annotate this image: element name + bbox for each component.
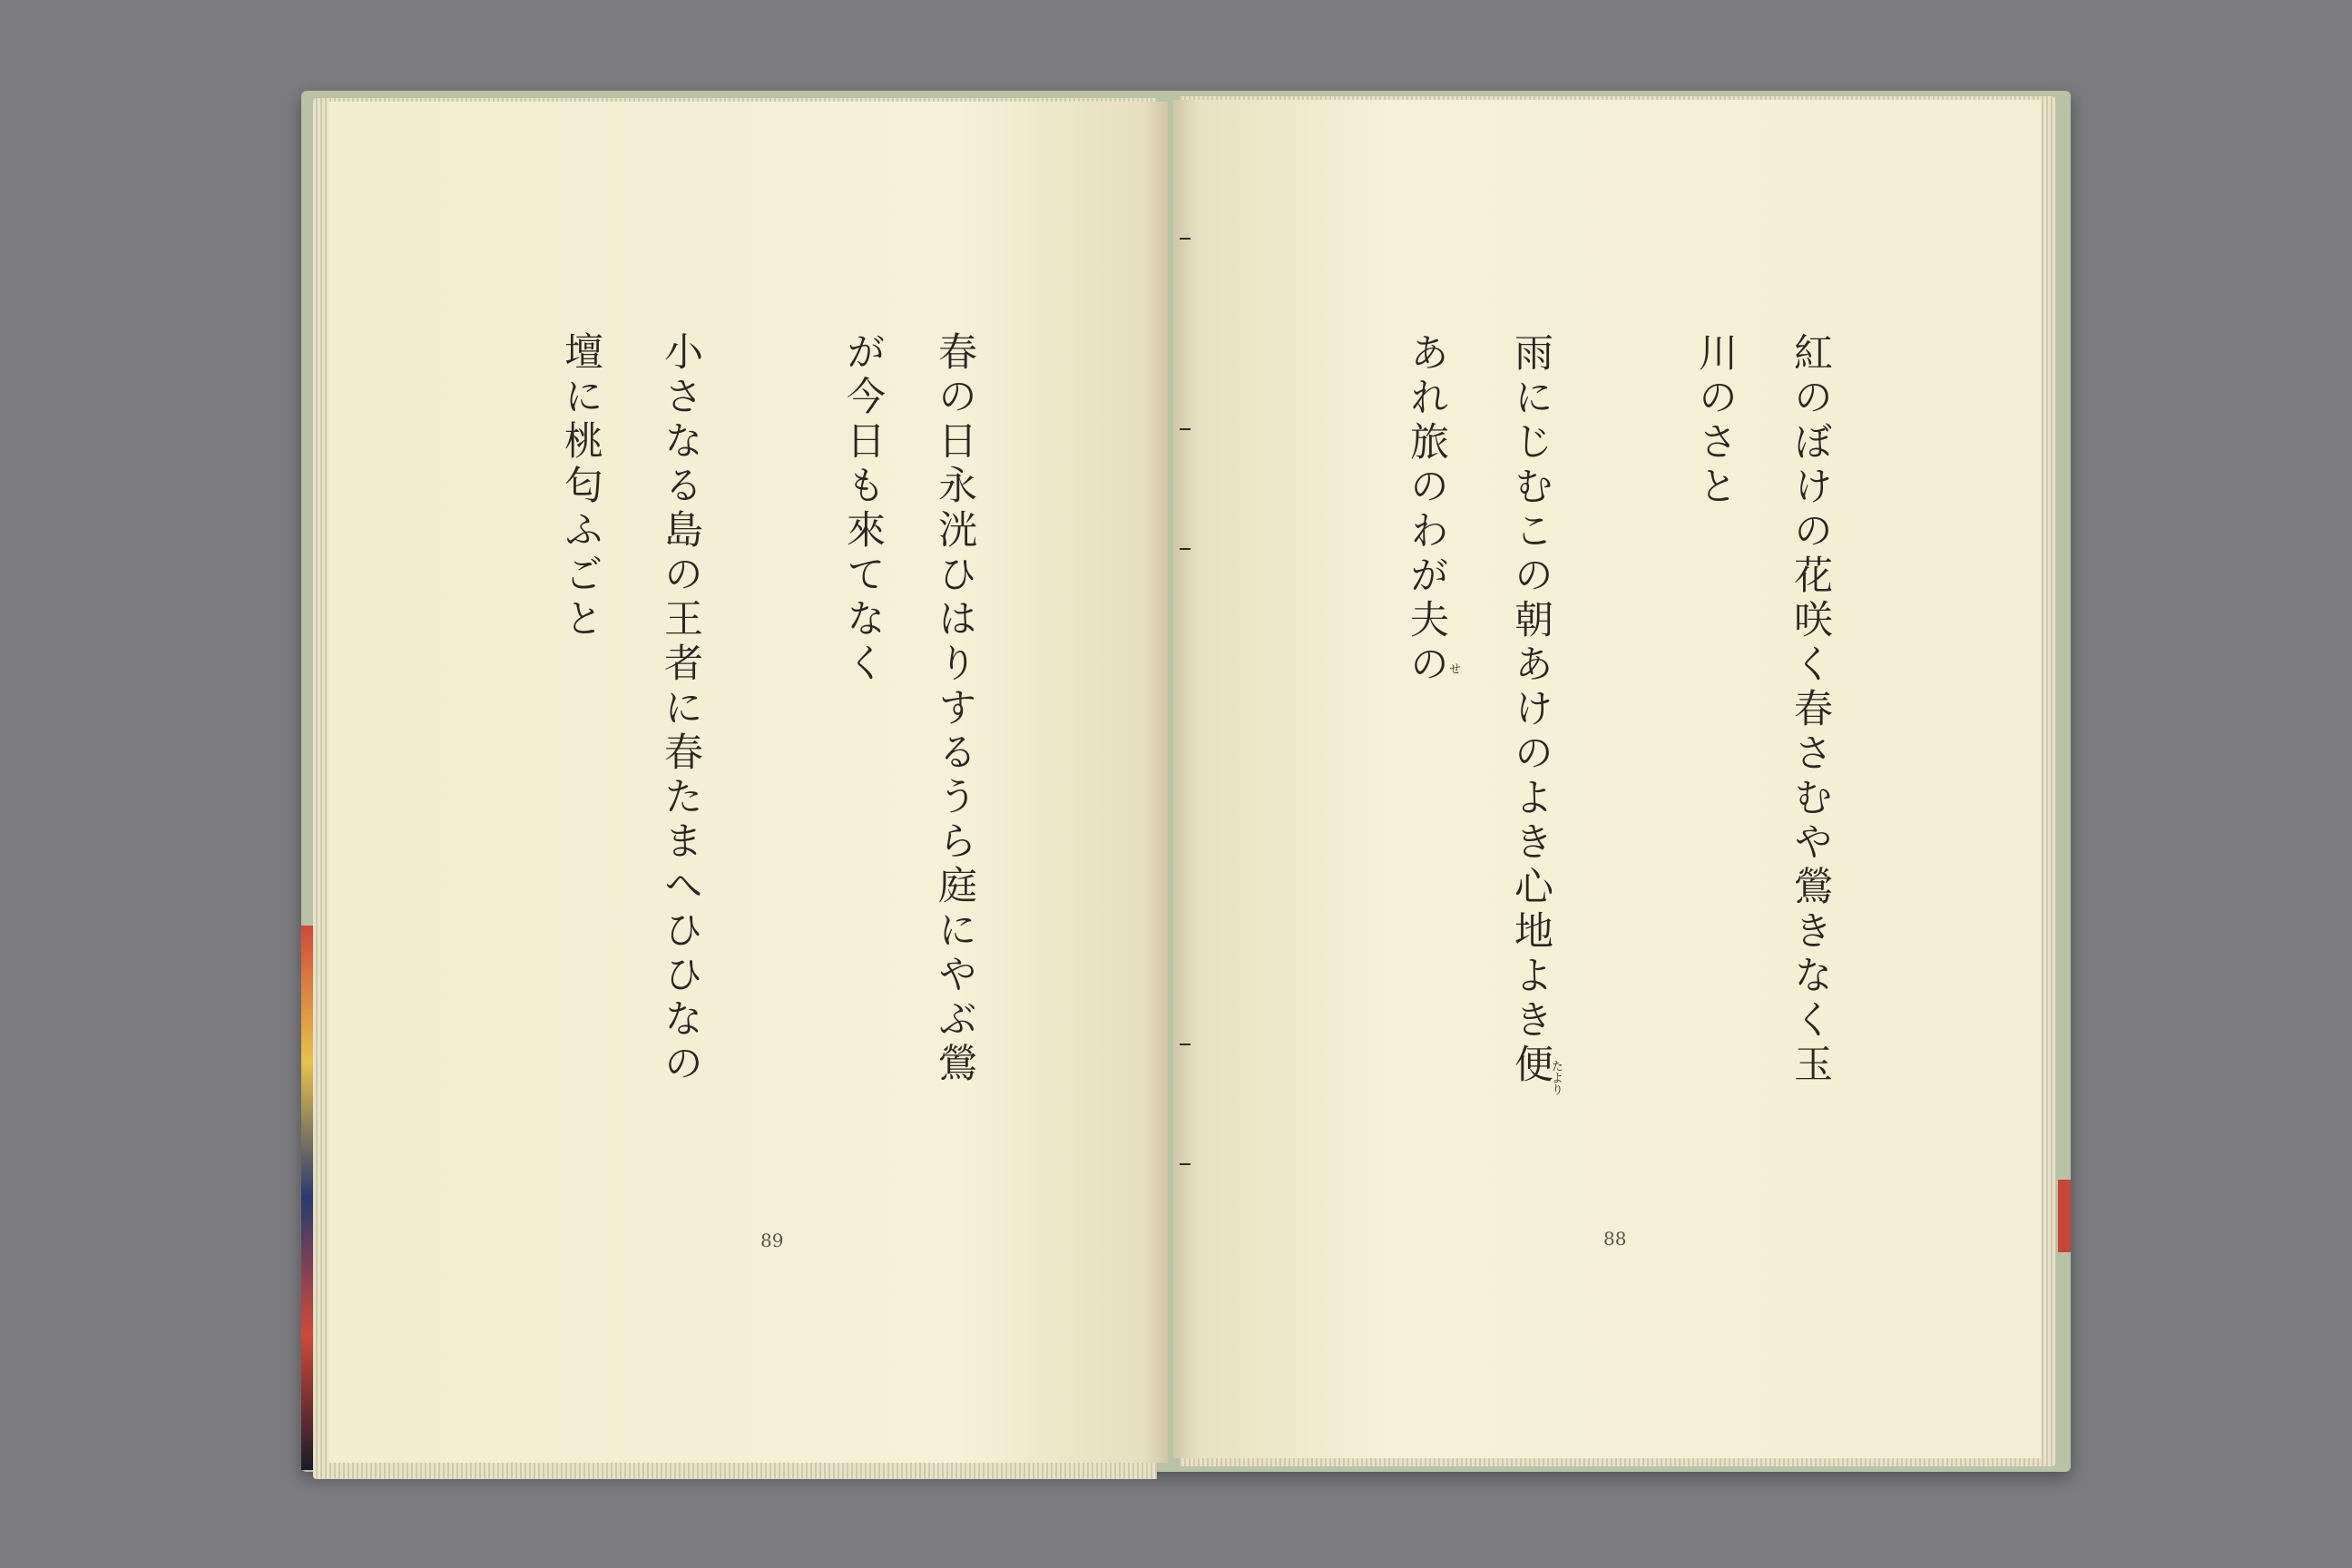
page-number: 89 (760, 1230, 784, 1251)
binding-stitch (1180, 428, 1191, 430)
right-page (1173, 100, 2041, 1458)
binding-stitch (1180, 1044, 1191, 1045)
cover-pattern-edge-right (2058, 1180, 2071, 1252)
binding-stitch (1180, 548, 1191, 550)
poem-line: あれ旅のわが夫の (1404, 332, 1449, 688)
cover-pattern-edge (301, 926, 314, 1470)
poem-line: 雨にじむこの朝あけのよき心地よき便 (1508, 332, 1553, 1088)
ruby-annotation: せ (1446, 662, 1460, 674)
poem-line: が今日も來てなく (840, 331, 886, 687)
left-page (328, 102, 1168, 1463)
poem-line: 春の日永洸ひはりするうら庭にやぶ鶯 (932, 331, 977, 1087)
poem-line: 紅のぼけの花咲く春さむや鶯きなく玉 (1788, 332, 1833, 1088)
poem-line: 小さなる島の王者に春たまへひひなの (658, 331, 703, 1087)
poem-line: 壇に桃匂ふごと (558, 331, 603, 642)
binding-stitch (1180, 238, 1191, 240)
binding-stitch (1180, 1163, 1191, 1165)
poem-line: 川のさと (1692, 332, 1738, 510)
ruby-annotation: たより (1549, 1060, 1563, 1095)
page-number: 88 (1603, 1228, 1627, 1250)
